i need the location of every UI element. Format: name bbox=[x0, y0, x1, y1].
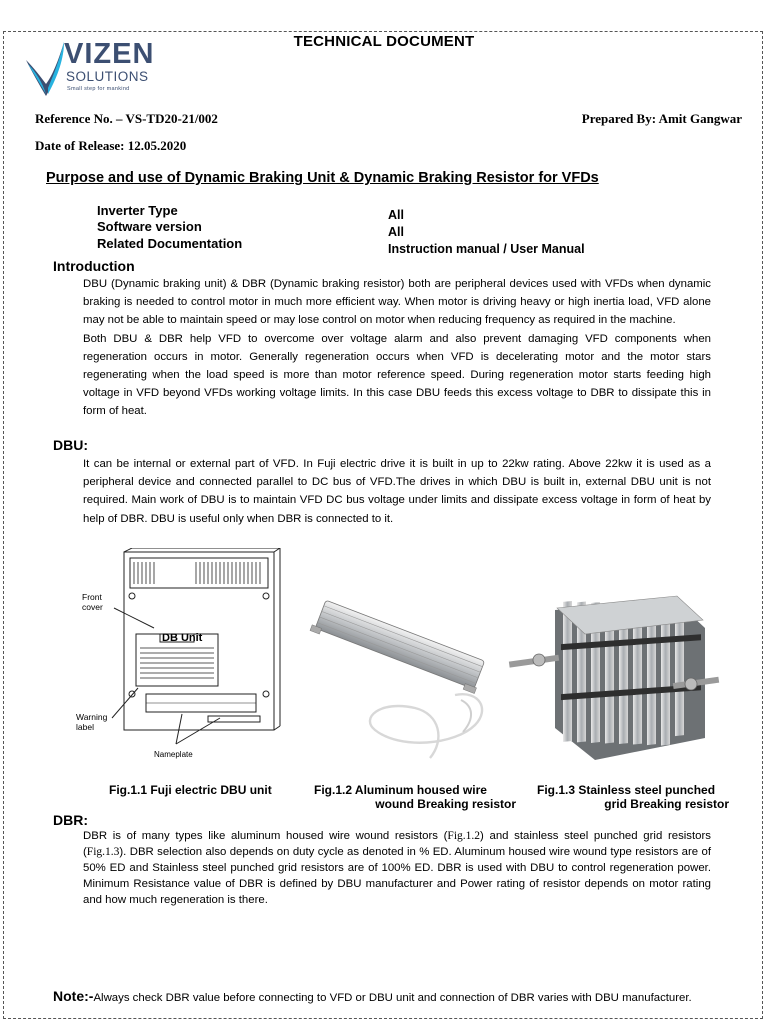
dbr-text-2: ) and stainless steel punched grid resistors ( bbox=[83, 830, 711, 859]
section-title-dbu: DBU: bbox=[53, 437, 88, 453]
logo-subtitle: SOLUTIONS bbox=[66, 69, 149, 84]
note-text: Always check DBR value before connecting to VFD or DBU unit and connection of DBR varies with DBU manufacturer. bbox=[93, 992, 692, 1004]
meta-key-related-docs: Related Documentation bbox=[97, 236, 243, 251]
dbu-body bbox=[83, 455, 711, 528]
caption-fig-1-2 bbox=[314, 783, 524, 811]
figure-label-nameplate: Nameplate bbox=[154, 750, 193, 759]
dbr-ref-fig-1-3: Fig.1.3 bbox=[86, 846, 120, 859]
logo-tagline: Small step for mankind bbox=[67, 86, 130, 92]
figure-dbu-unit-label: DB Unit bbox=[162, 632, 203, 644]
introduction-paragraph-1: DBU (Dynamic braking unit) & DBR (Dynamic braking resistor) both are peripheral devices used with VFDs when dynamic braking is needed to control motor in much more efficient way. When motor is driving heavy or high inertia load, VFD alone may not be able to maintain speed or may lose control on motor when reducing frequency as required in the machine. bbox=[83, 278, 711, 327]
figure-aluminum-resistor-image bbox=[305, 600, 500, 770]
caption-fig-1-3 bbox=[537, 783, 737, 811]
section-title-introduction: Introduction bbox=[53, 258, 135, 274]
caption-fig-1-2-line-1: Fig.1.2 Aluminum housed wire bbox=[314, 783, 487, 797]
figure-label-front-cover: Front cover bbox=[82, 592, 103, 612]
prepared-by: Prepared By: Amit Gangwar bbox=[581, 111, 742, 126]
meta-value-related-docs: Instruction manual / User Manual bbox=[388, 242, 585, 256]
dbr-text-3: ). DBR selection also depends on duty cycle as denoted in % ED. Aluminum housed wire wound type resistors are of 50% ED and Stainless steel punched grid resistors are of 100% ED. DBR is used with DBU to control regeneration power. Minimum Resistance value of DBR is defined by DBU manufacturer and Power rating of resistor depends on motor rating and how much regeneration is there. bbox=[83, 846, 711, 907]
caption-fig-1-1: Fig.1.1 Fuji electric DBU unit bbox=[109, 783, 272, 797]
meta-value-inverter-type: All bbox=[388, 208, 404, 222]
dbr-body bbox=[83, 828, 711, 908]
introduction-paragraph-2: Both DBU & DBR help VFD to overcome over voltage alarm and also prevent damaging VFD components when regeneration occurs in motor. Generally regeneration occurs when VFD is decelerating motor and the motor stars regenerating when the load speed is more than motor reference speed. During regeneration motor starts feeding high voltage in VFD beyond VFDs working voltage limits. In this case DBU feeds this excess voltage to DBR to dissipate this in form of heat. bbox=[83, 332, 711, 418]
figure-label-warning: Warning label bbox=[76, 712, 108, 732]
caption-fig-1-3-line-1: Fig.1.3 Stainless steel punched bbox=[537, 783, 716, 797]
dbr-text-1: DBR is of many types like aluminum housed wire wound resistors ( bbox=[83, 830, 448, 842]
introduction-body bbox=[83, 275, 711, 421]
caption-fig-1-2-line-2: wound Breaking resistor bbox=[375, 797, 516, 811]
dbr-ref-fig-1-2: Fig.1.2 bbox=[447, 830, 481, 842]
dbu-paragraph-1: It can be internal or external part of VFD. In Fuji electric drive it is built in up to 22kw rating. Above 22kw it is used as a peripheral device and connected parallel to DC bus of VFD.The drives in which DBU is built in, external DBU unit is not required. Main work of DBU is to maintain VFD DC bus voltage under limits and dissipate excess voltage in form of heat by help of DBR. DBU is useful only when DBR is connected to it. bbox=[83, 458, 711, 525]
note bbox=[53, 989, 713, 1006]
reference-number: Reference No. – VS-TD20-21/002 bbox=[35, 111, 218, 126]
document-title: TECHNICAL DOCUMENT bbox=[293, 33, 475, 50]
meta-key-inverter-type: Inverter Type bbox=[97, 203, 178, 218]
page-heading: Purpose and use of Dynamic Braking Unit & Dynamic Braking Resistor for VFDs bbox=[46, 170, 599, 186]
caption-fig-1-3-line-2: grid Breaking resistor bbox=[604, 797, 729, 811]
release-date: Date of Release: 12.05.2020 bbox=[35, 138, 187, 153]
section-title-dbr: DBR: bbox=[53, 812, 88, 828]
note-label: Note:- bbox=[53, 988, 94, 1004]
meta-value-software-version: All bbox=[388, 225, 404, 239]
figure-grid-resistor-image bbox=[505, 588, 720, 768]
logo-wordmark: VIZEN bbox=[64, 38, 155, 70]
meta-key-software-version: Software version bbox=[97, 219, 202, 234]
